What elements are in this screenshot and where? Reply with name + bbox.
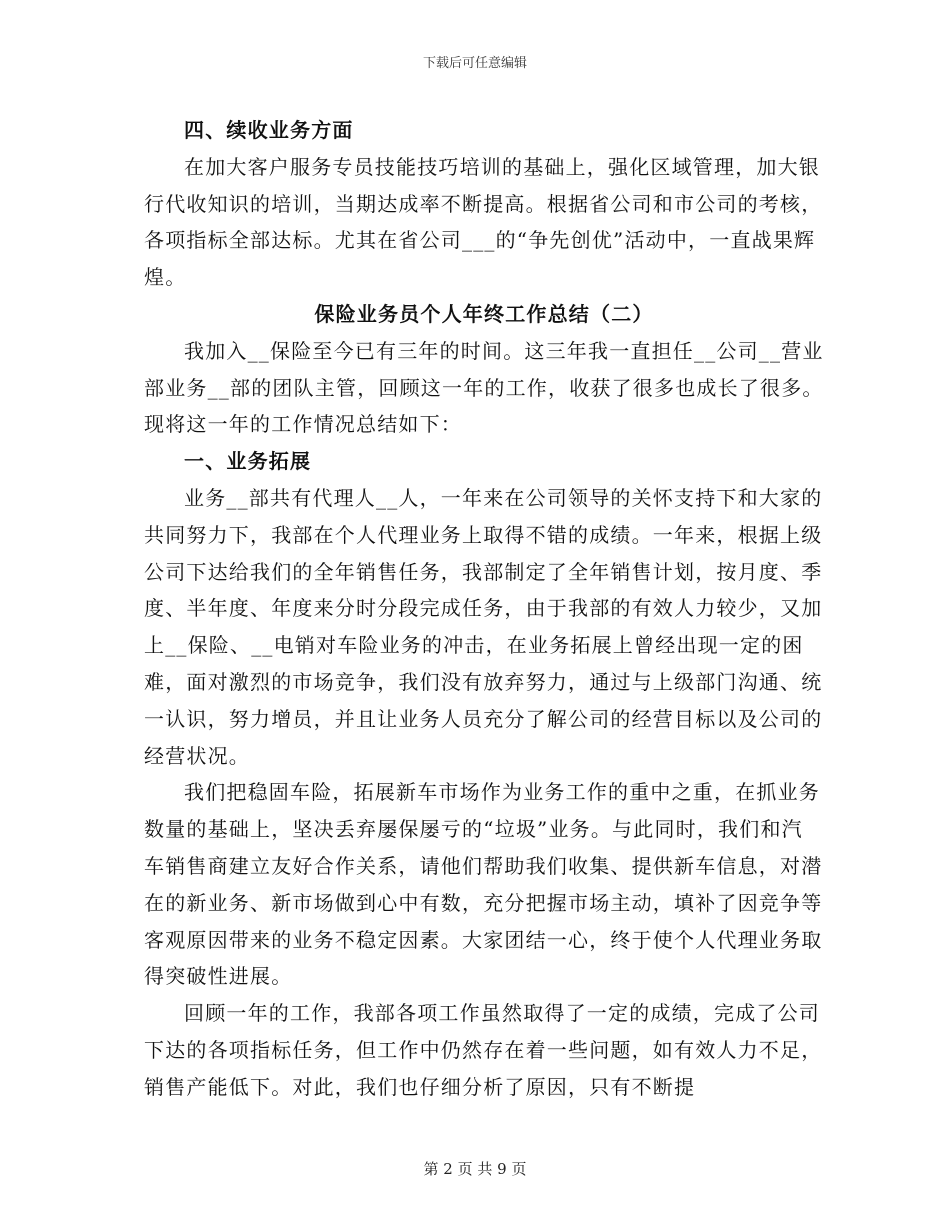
paragraph-renewal: 在加大客户服务专员技能技巧培训的基础上，强化区域管理，加大银行代收知识的培训，当期达成率不断提高。根据省公司和市公司的考核，各项指标全部达标。尤其在省公司___的“争先创优”活动中，一直战果辉煌。 <box>144 154 823 290</box>
paragraph-intro: 我加入__保险至今已有三年的时间。这三年我一直担任__公司__营业部业务__部的团队主管，回顾这一年的工作，收获了很多也成长了很多。现将这一年的工作情况总结如下： <box>144 338 824 437</box>
paragraph-business-2: 我们把稳固车险，拓展新车市场作为业务工作的重中之重，在抓业务数量的基础上，坚决丢弃屡保屡亏的“垃圾”业务。与此同时，我们和汽车销售商建立友好合作关系，请他们帮助我们收集、提供新车信息，对潜在的新业务、新市场做到心中有数，充分把握市场主动，填补了因竞争等客观原因带来的业务不稳定因素。大家团结一心，终于使个人代理业务取得突破性进展。 <box>144 780 823 989</box>
section-heading-business-expansion: 一、业务拓展 <box>184 449 312 474</box>
paragraph-review: 回顾一年的工作，我部各项工作虽然取得了一定的成绩，完成了公司下达的各项指标任务，但工作中仍然存在着一些问题，如有效人力不足，销售产能低下。对此，我们也仔细分析了原因，只有不断提 <box>144 1001 823 1099</box>
page-header: 下载后可任意编辑 <box>422 56 527 71</box>
document-body <box>144 112 824 1106</box>
paragraph-business-1: 业务__部共有代理人__人，一年来在公司领导的关怀支持下和大家的共同努力下，我部在个人代理业务上取得不错的成绩。一年来，根据上级公司下达给我们的全年销售任务，我部制定了全年销售计划，按月度、季度、半年度、年度来分时分段完成任务，由于我部的有效人力较少，又加上__保险、__电销对车险业务的冲击，在业务拓展上曾经出现一定的困难，面对激烈的市场竞争，我们没有放弃努力，通过与上级部门沟通、统一认识，努力增员，并且让业务人员充分了解公司的经营目标以及公司的经营状况。 <box>144 485 823 768</box>
page-footer: 第 2 页 共 9 页 <box>423 1160 527 1178</box>
section-heading-renewal: 四、续收业务方面 <box>184 118 354 142</box>
document-title: 保险业务员个人年终工作总结（二） <box>314 301 654 326</box>
